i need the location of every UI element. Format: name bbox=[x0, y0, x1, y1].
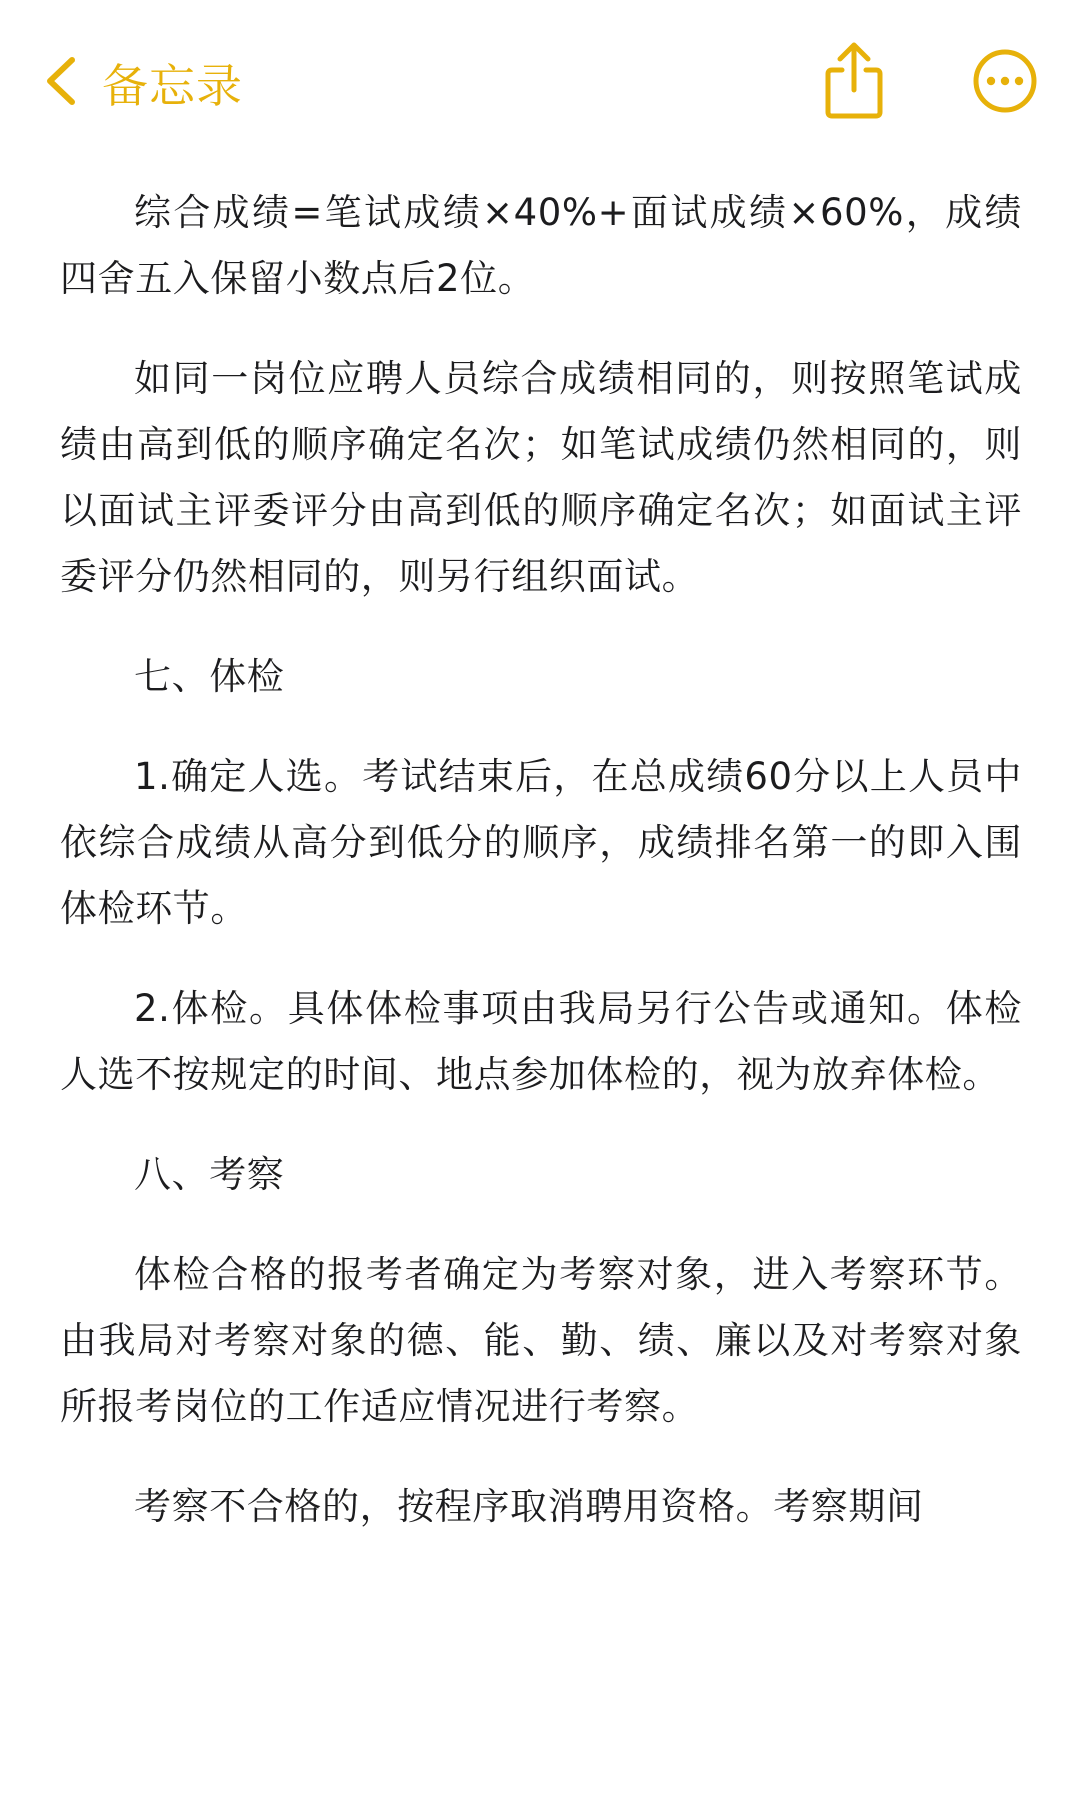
note-paragraph: 体检合格的报考者确定为考察对象，进入考察环节。由我局对考察对象的德、能、勤、绩、廉以及对考察对象所报考岗位的工作适应情况进行考察。 bbox=[60, 1253, 1022, 1428]
note-section-heading: 七、体检 bbox=[134, 655, 285, 698]
more-button[interactable] bbox=[972, 48, 1038, 114]
note-paragraph: 1.确定人选。考试结束后，在总成绩60分以上人员中依综合成绩从高分到低分的顺序，成绩排名第一的即入围体检环节。 bbox=[60, 755, 1022, 930]
share-button[interactable] bbox=[818, 40, 890, 120]
note-section-heading: 八、考察 bbox=[134, 1153, 285, 1196]
share-icon bbox=[818, 105, 890, 124]
back-button[interactable] bbox=[44, 50, 243, 116]
back-label: 备忘录 bbox=[102, 59, 243, 113]
chevron-left-icon bbox=[44, 56, 78, 110]
note-paragraph: 考察不合格的，按程序取消聘用资格。考察期间 bbox=[134, 1485, 924, 1528]
navigation-bar bbox=[0, 0, 1080, 160]
note-paragraph: 如同一岗位应聘人员综合成绩相同的，则按照笔试成绩由高到低的顺序确定名次；如笔试成绩仍然相同的，则以面试主评委评分由高到低的顺序确定名次；如面试主评委评分仍然相同的，则另行组织面试。 bbox=[60, 357, 1022, 598]
note-paragraph: 2.体检。具体体检事项由我局另行公告或通知。体检人选不按规定的时间、地点参加体检的，视为放弃体检。 bbox=[60, 987, 1022, 1096]
note-body[interactable] bbox=[60, 180, 1022, 1574]
note-paragraph: 综合成绩=笔试成绩×40%+面试成绩×60%，成绩四舍五入保留小数点后2位。 bbox=[60, 191, 1022, 300]
ellipsis-circle-icon bbox=[972, 99, 1038, 118]
